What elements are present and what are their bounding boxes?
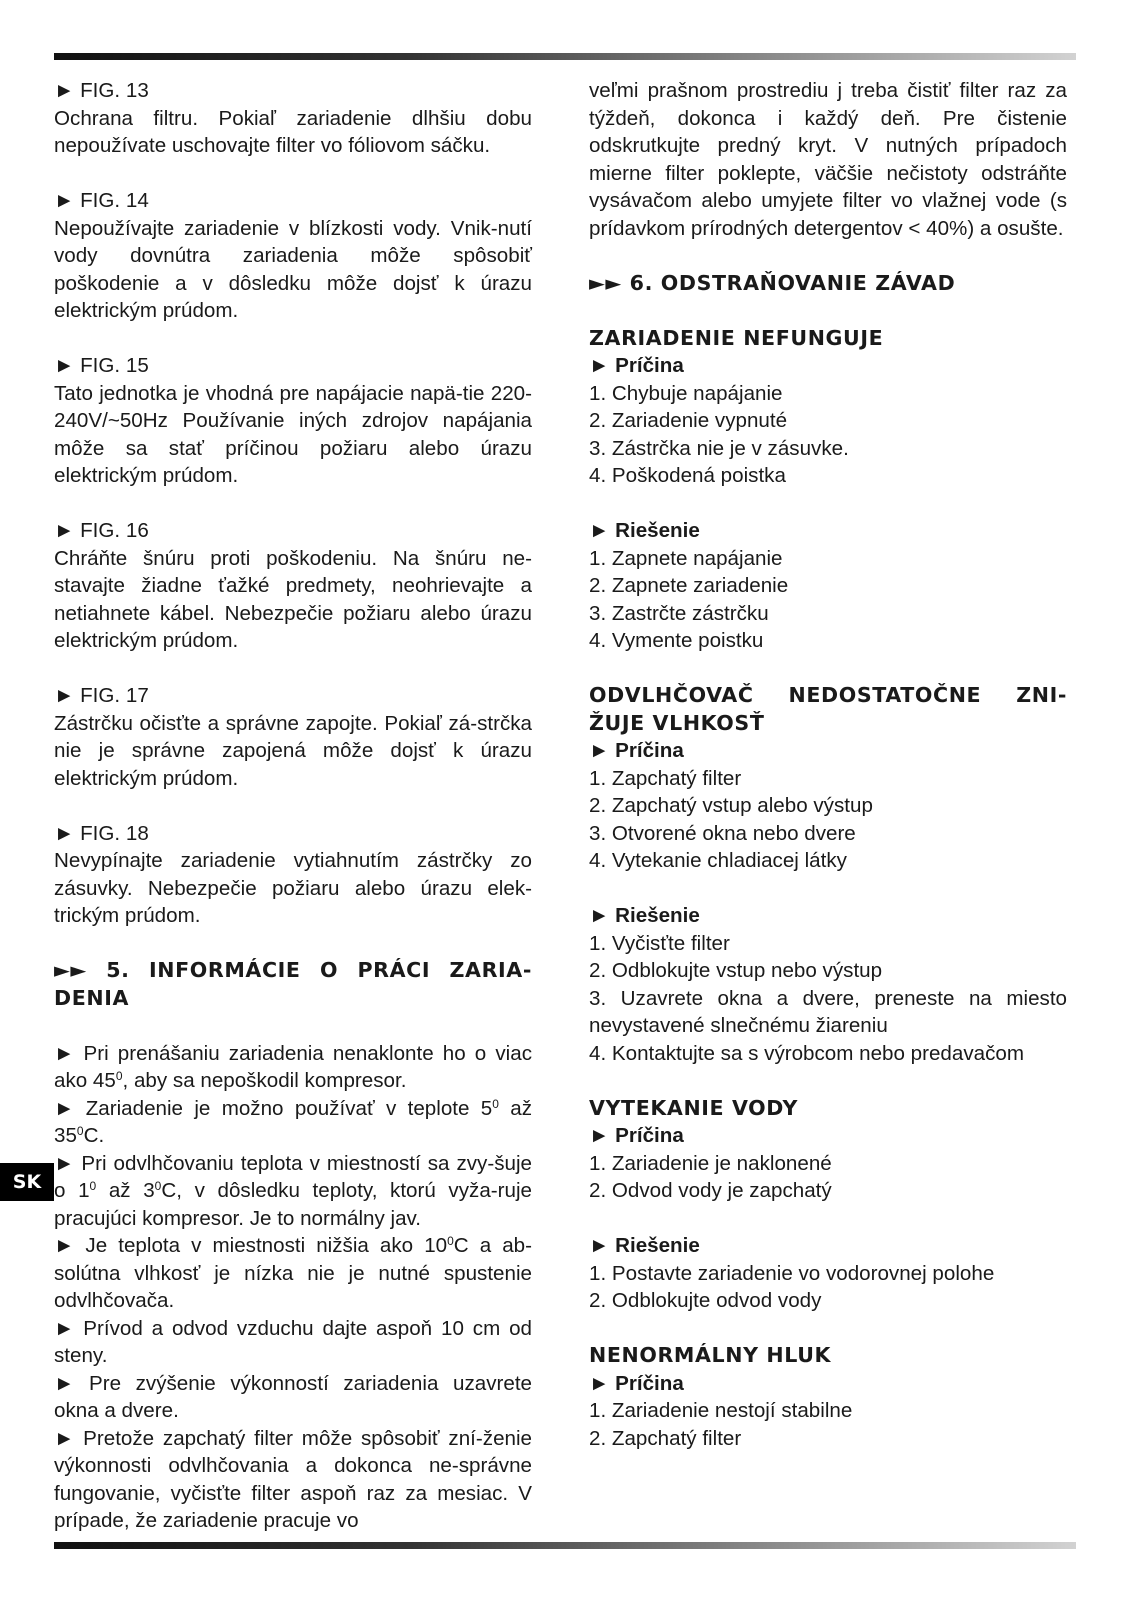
list-item: ► Je teplota v miestnosti nižšia ako $10^0C$ a ab-solútna vlhkosť je nízka nie je nutné spustenie odvlhčovača. bbox=[54, 1234, 532, 1312]
intro-paragraph: veľmi prašnom prostrediu j treba čistiť filter raz za týždeň, dokonca i každý deň. Pre čistenie odskrutkujte predný kryt. V nutných prípadoch mierne filter poklepte, väčšie nečistoty odstráňte vysávačom alebo umyjete filter vo vlažnej vode (s prídavkom prírodných detergentov < 40%) a osušte. bbox=[589, 79, 1067, 240]
fig-label: ► FIG. 15 bbox=[54, 354, 149, 377]
cause-list bbox=[589, 1150, 1067, 1205]
cause-label: ► Príčina bbox=[589, 739, 684, 762]
fig-16 bbox=[54, 517, 532, 655]
section-5-list bbox=[54, 1040, 532, 1535]
list-item: ► Pretože zapchatý filter môže spôsobiť zní-ženie výkonnosti odvlhčovania a dokonca ne-správne fungovanie, vyčisťte filter aspoň raz za mesiac. V prípade, že zariadenie pracuje vo bbox=[54, 1426, 532, 1532]
fig-13 bbox=[54, 77, 532, 160]
list-item: ► Prívod a odvod vzduchu dajte aspoň 10 cm od steny. bbox=[54, 1316, 532, 1367]
fig-label: ► FIG. 17 bbox=[54, 684, 149, 707]
solution-list bbox=[589, 930, 1067, 1068]
fig-text: Nevypínajte zariadenie vytiahnutím zástrčky zo zásuvky. Nebezpečie požiaru alebo úrazu elek-trickým prúdom. bbox=[54, 849, 532, 927]
list-item: 3. Uzavrete okna a dvere, preneste na miesto nevystavené slnečnému žiareniu bbox=[589, 986, 1067, 1037]
list-item: 1. Vyčisťte filter bbox=[589, 931, 730, 955]
fig-text: Zástrčku očisťte a správne zapojte. Pokiaľ zá-strčka nie je správne zapojená môže dojsť k úrazu elektrickým prúdom. bbox=[54, 711, 532, 790]
solution-list bbox=[589, 545, 1067, 655]
cause-label: ► Príčina bbox=[589, 354, 684, 377]
problem-block bbox=[589, 1095, 1067, 1315]
fig-18 bbox=[54, 820, 532, 930]
fig-17 bbox=[54, 682, 532, 792]
fig-text: Ochrana filtru. Pokiaľ zariadenie dlhšiu dobu nepoužívate uschovajte filter vo fóliovom sáčku. bbox=[54, 106, 532, 157]
list-item: 3. Zastrčte zástrčku bbox=[589, 601, 769, 625]
problem-title: ODVLHČOVAČ NEDOSTATOČNE ZNI-ŽUJE VLHKOSŤ bbox=[589, 683, 1067, 735]
list-item: 3. Zástrčka nie je v zásuvke. bbox=[589, 436, 849, 460]
fig-text: Chráňte šnúru proti poškodeniu. Na šnúru ne-stavajte žiadne ťažké predmety, neohrievajte a netiahnete kábel. Nebezpečie požiaru alebo úrazu elektrickým prúdom. bbox=[54, 546, 532, 652]
list-item: 2. Odblokujte odvod vody bbox=[589, 1289, 822, 1312]
cause-list bbox=[589, 1397, 1067, 1452]
list-item: 1. Postavte zariadenie vo vodorovnej polohe bbox=[589, 1261, 995, 1285]
cause-list bbox=[589, 765, 1067, 875]
list-item: 2. Odblokujte vstup nebo výstup bbox=[589, 959, 883, 982]
problem-title: NENORMÁLNY HLUK bbox=[589, 1343, 832, 1367]
language-tab: SK bbox=[0, 1163, 54, 1201]
list-item: 4. Vymente poistku bbox=[589, 629, 764, 652]
list-item: 2. Zariadenie vypnuté bbox=[589, 409, 788, 432]
list-item: 2. Zapchatý filter bbox=[589, 1426, 742, 1450]
list-item: 2. Zapchatý vstup alebo výstup bbox=[589, 794, 873, 817]
list-item: 2. Zapnete zariadenie bbox=[589, 574, 789, 597]
section-6-heading: ►► 6. ODSTRAŇOVANIE ZÁVAD bbox=[589, 270, 956, 295]
problem-title: ZARIADENIE NEFUNGUJE bbox=[589, 325, 884, 350]
fig-text: Tato jednotka je vhodná pre napájacie napä-tie 220-240V/~50Hz Používanie iných zdrojov napájania môže sa stať príčinou požiaru alebo úrazu elektrickým prúdom. bbox=[54, 381, 532, 487]
list-item: 3. Otvorené okna nebo dvere bbox=[589, 821, 856, 845]
section-5-heading: ►► 5. INFORMÁCIE O PRÁCI ZARIA-DENIA bbox=[54, 958, 532, 1010]
list-item: 4. Poškodená poistka bbox=[589, 464, 786, 487]
problem-title: VYTEKANIE VODY bbox=[589, 1095, 798, 1120]
cause-label: ► Príčina bbox=[589, 1371, 684, 1395]
cause-list bbox=[589, 380, 1067, 490]
problem-block bbox=[589, 1342, 1067, 1452]
list-item: 1. Chybuje napájanie bbox=[589, 381, 783, 405]
right-column bbox=[589, 77, 1067, 1452]
solution-list bbox=[589, 1260, 1067, 1315]
list-item: ► Zariadenie je možno používať v teplote $5^0$ až $35^0C$. bbox=[54, 1096, 532, 1147]
list-item: 4. Kontaktujte sa s výrobcom nebo predavačom bbox=[589, 1041, 1024, 1065]
list-item: 1. Zariadenie nestojí stabilne bbox=[589, 1399, 853, 1422]
top-rule bbox=[54, 53, 1076, 60]
solution-label: ► Riešenie bbox=[589, 1234, 700, 1257]
list-item: 1. Zapchatý filter bbox=[589, 766, 742, 790]
list-item: 2. Odvod vody je zapchatý bbox=[589, 1179, 832, 1202]
solution-label: ► Riešenie bbox=[589, 904, 700, 927]
fig-label: ► FIG. 16 bbox=[54, 519, 149, 542]
list-item: ► Pre zvýšenie výkonností zariadenia uzavrete okna a dvere. bbox=[54, 1371, 532, 1422]
fig-text: Nepoužívajte zariadenie v blízkosti vody. Vnik-nutí vody dovnútra zariadenia môže spôsobiť poškodenie a v dôsledku môže dojsť k úrazu elektrickým prúdom. bbox=[54, 216, 532, 322]
problem-block bbox=[589, 682, 1067, 1067]
list-item: ► Pri odvlhčovaniu teplota v miestností sa zvy-šuje o $1^0$ až $3^0C$, v dôsledku teploty, ktorú vyža-ruje pracujúci kompresor. Je to normálny jav. bbox=[54, 1151, 532, 1230]
fig-label: ► FIG. 13 bbox=[54, 79, 149, 102]
left-column bbox=[54, 77, 532, 1535]
list-item: 1. Zariadenie je naklonené bbox=[589, 1151, 832, 1175]
fig-14 bbox=[54, 187, 532, 325]
solution-label: ► Riešenie bbox=[589, 519, 700, 542]
list-item: 4. Vytekanie chladiacej látky bbox=[589, 849, 847, 872]
fig-label: ► FIG. 18 bbox=[54, 821, 149, 845]
bottom-rule bbox=[54, 1542, 1076, 1549]
cause-label: ► Príčina bbox=[589, 1124, 684, 1147]
problem-block bbox=[589, 325, 1067, 655]
fig-15 bbox=[54, 352, 532, 490]
list-item: ► Pri prenášaniu zariadenia nenaklonte ho o viac ako $45^0$, aby sa nepoškodil kompresor. bbox=[54, 1041, 532, 1092]
list-item: 1. Zapnete napájanie bbox=[589, 546, 783, 570]
fig-label: ► FIG. 14 bbox=[54, 189, 149, 212]
